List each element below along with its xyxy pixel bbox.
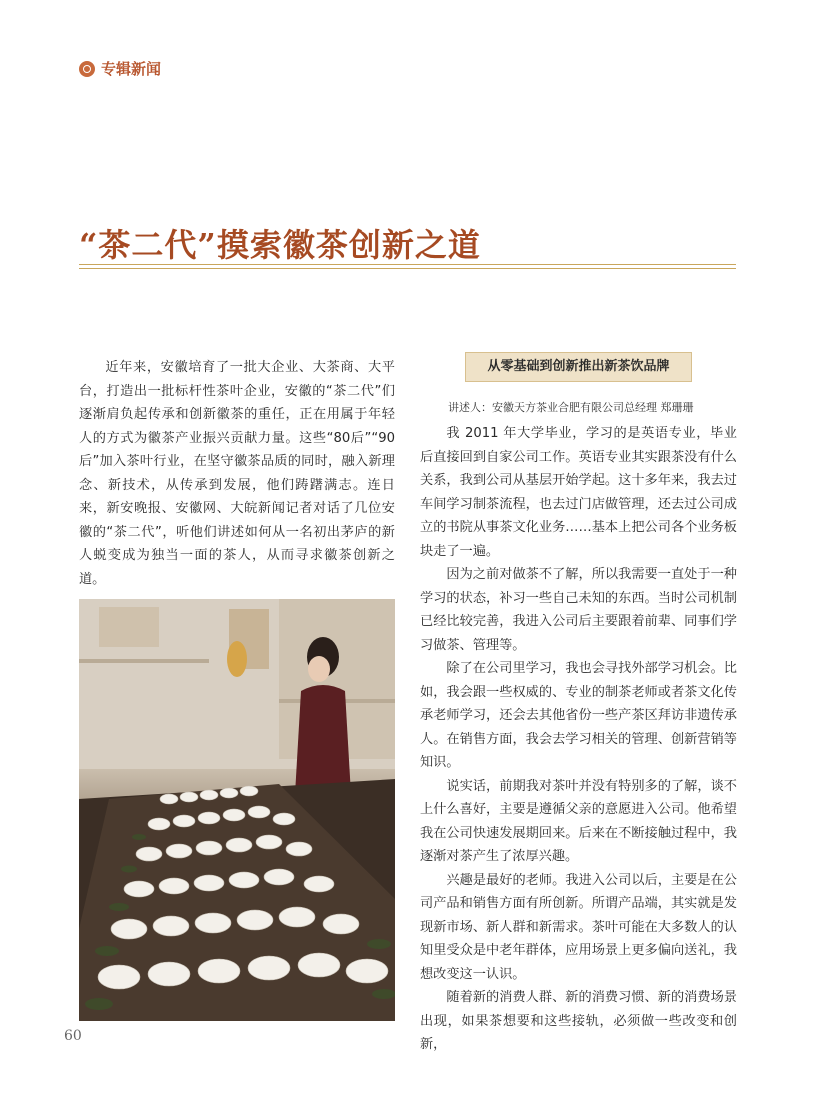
- intro-paragraph: 近年来，安徽培育了一批大企业、大茶商、大平台，打造出一批标杆性茶叶企业，安徽的“茶二代”们逐渐肩负起传承和创新徽茶的重任，正在用属于年轻人的方式为徽茶产业振兴贡献力量。这些“80后”“90后”加入茶叶行业，在坚守徽茶品质的同时，融入新理念、新技术，从传承到发展，他们踌躇满志。连日来，新安晚报、安徽网、大皖新闻记者对话了几位安徽的“茶二代”，听他们讲述如何从一名初出茅庐的新人蜕变成为独当一面的茶人，从而寻求徽茶创新之道。: [79, 360, 395, 587]
- body-paragraph: 说实话，前期我对茶叶并没有特别多的了解，谈不上什么喜好，主要是遵循父亲的意愿进入公司。他希望我在公司快速发展期回来。后来在不断接触过程中，我逐渐对茶产生了浓厚兴趣。: [420, 778, 737, 864]
- speaker-credit: 讲述人：安徽天方茶业合肥有限公司总经理 郑珊珊: [448, 401, 694, 414]
- section-tag-label: 专辑新闻: [101, 60, 162, 78]
- body-paragraph: 随着新的消费人群、新的消费习惯、新的消费场景出现，如果茶想要和这些接轨，必须做一些改变和创新，: [420, 990, 737, 1052]
- section-tag: [79, 58, 161, 79]
- right-column: [420, 352, 737, 1057]
- body-paragraph: 因为之前对做茶不了解，所以我需要一直处于一种学习的状态，补习一些自己未知的东西。当时公司机制已经比较完善，我进入公司后主要跟着前辈、同事们学习做茶、管理等。: [420, 567, 737, 653]
- section-bullet-icon: [79, 61, 95, 77]
- body-paragraph: 我 2011 年大学毕业，学习的是英语专业，毕业后直接回到自家公司工作。英语专业其实跟茶没有什么关系，我到公司从基层开始学起。这十多年来，我去过车间学习制茶流程，也去过门店做管理，还去过公司成立的书院从事茶文化业务……基本上把公司各个业务板块走了一遍。: [420, 426, 737, 559]
- body-paragraph: 除了在公司里学习，我也会寻找外部学习机会。比如，我会跟一些权威的、专业的制茶老师或者茶文化传承老师学习，还会去其他省份一些产茶区拜访非遗传承人。在销售方面，我会去学习相关的管理、创新营销等知识。: [420, 661, 737, 770]
- title-divider: [79, 264, 736, 269]
- subhead-box: 从零基础到创新推出新茶饮品牌: [465, 352, 692, 382]
- page-number: 60: [64, 1028, 82, 1044]
- article-title: “茶二代”摸索徽茶创新之道: [79, 226, 481, 264]
- intro-column: [79, 356, 395, 591]
- tea-tasting-photo: [79, 599, 395, 1021]
- body-text: [420, 422, 737, 1057]
- body-paragraph: 兴趣是最好的老师。我进入公司以后，主要是在公司产品和销售方面有所创新。所谓产品端，其实就是发现新市场、新人群和新需求。茶叶可能在大多数人的认知里受众是中老年群体，应用场景上更多偏向送礼，我想改变这一认识。: [420, 872, 737, 982]
